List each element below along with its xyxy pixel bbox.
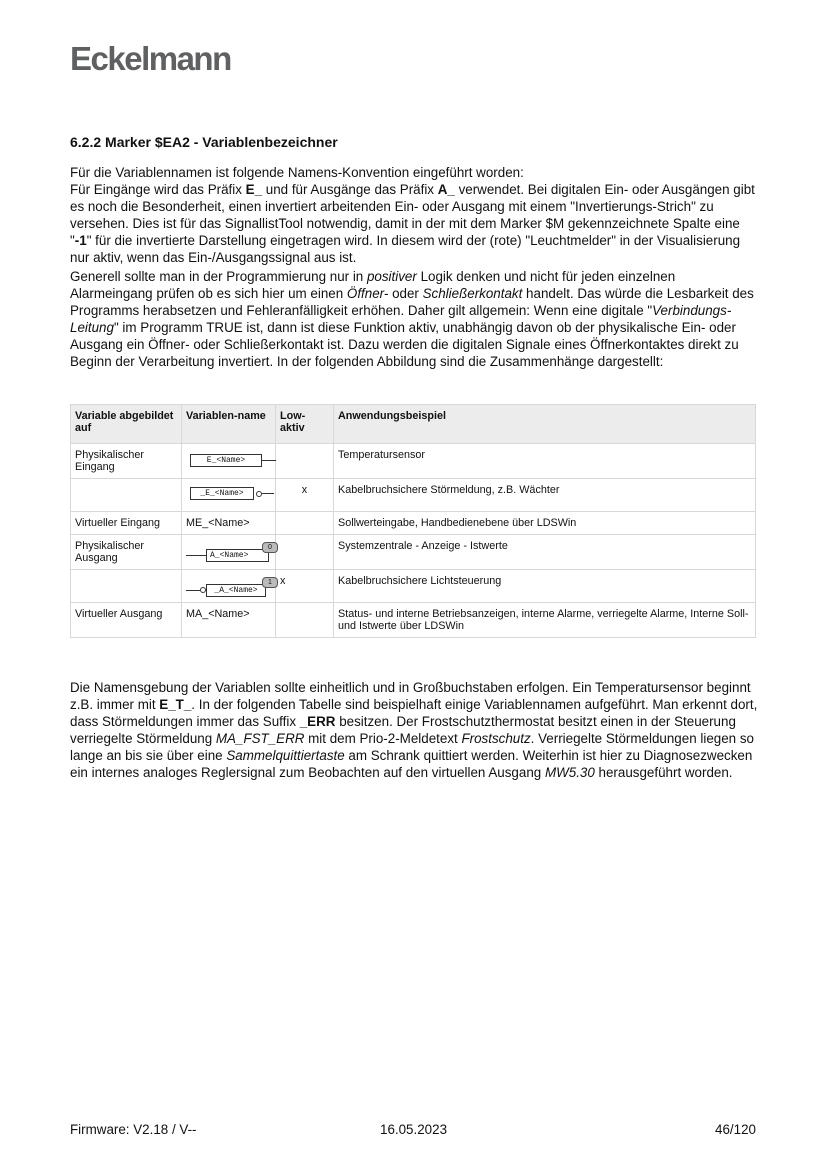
cell-mapped-to: Physikalischer Ausgang (71, 535, 182, 570)
text-run: Logik denken und nicht für jeden einzelnen Alarmeingang prüfen ob es sich hier um einen (70, 269, 676, 301)
bold-text: -1 (74, 233, 87, 248)
bold-text: E_ (245, 182, 263, 197)
cell-low-active (276, 444, 334, 479)
connector-line (186, 590, 200, 591)
cell-example: Systemzentrale - Anzeige - Istwerte (334, 535, 756, 570)
text-run: " für die invertierte Darstellung eingetragen wird. In diesem wird der (rote) "Leuchtmelder" in der Visualisierung nur aktiv, wenn das Ein-/Ausgangssignal aus ist. (70, 233, 741, 265)
text-run: oder (388, 286, 423, 301)
text-run: verwendet. Bei digitalen Ein- oder Ausgängen gibt es noch die Besonderheit, einen invertiert arbeitenden Ein- oder Ausgang mit einem "Invertierungs-Strich" zu versehen. Dies ist für das SignallistTool notwendig, damit in der mit dem Marker $M gekennzeichnete Spalte eine " (70, 182, 755, 248)
text-run: . Verriegelte Störmeldungen liegen so lange an bis sie über eine (70, 731, 754, 763)
text-run: Für die Variablennamen ist folgende Namens-Konvention eingeführt worden: (70, 165, 524, 180)
cell-mapped-to: Physikalischer Eingang (71, 444, 182, 479)
paragraph-positive-logic (70, 268, 760, 370)
cell-example: Temperatursensor (334, 444, 756, 479)
text-run: . In der folgenden Tabelle sind beispielhaft einige Variablennamen aufgeführt. Man erkennt dort, dass Störmeldungen immer das Suffix (70, 697, 758, 729)
text-run: herausgeführt worden. (594, 765, 733, 780)
table-row (71, 512, 756, 535)
cell-low-active: x (276, 570, 334, 603)
cell-diagram (182, 570, 276, 603)
paragraph-naming-rules (70, 679, 760, 781)
cell-low-active (276, 603, 334, 638)
table-row (71, 570, 756, 603)
header-cell: Variable abgebildet auf (71, 405, 182, 444)
footer-date: 16.05.2023 (380, 1122, 448, 1137)
block-name: _A_<Name> (206, 584, 266, 597)
table-row (71, 535, 756, 570)
inversion-circle-icon (256, 491, 262, 497)
block-name: E_<Name> (190, 454, 262, 467)
cell-example: Kabelbruchsichere Störmeldung, z.B. Wächter (334, 479, 756, 512)
italic-text: MA_FST_ERR (215, 731, 305, 746)
cell-diagram (182, 444, 276, 479)
text-run: Die Namensgebung der Variablen sollte einheitlich und in Großbuchstaben erfolgen. Ein Temperatursensor beginnt z.B. immer mit (70, 680, 751, 712)
cell-example: Status- und interne Betriebsanzeigen, interne Alarme, verriegelte Alarme, Interne Soll- und Istwerte über LDSWin (334, 603, 756, 638)
cell-mapped-to: Virtueller Eingang (71, 512, 182, 535)
italic-text: Verbindungs-Leitung (70, 303, 732, 335)
cell-variable-name: MA_<Name> (182, 603, 276, 638)
table-row (71, 479, 756, 512)
italic-text: Sammelquittiertaste (226, 748, 345, 763)
cell-variable-name: ME_<Name> (182, 512, 276, 535)
italic-text: Öffner- (346, 286, 389, 301)
bold-text: A_ (437, 182, 455, 197)
footer-page-number: 46/120 (715, 1122, 756, 1137)
header-cell: Low-aktiv (276, 405, 334, 444)
text-run: besitzen. Der Frostschutzthermostat besitzt einen in der Steuerung verriegelte Störmeldung (70, 714, 736, 746)
eckelmann-logo: Eckelmann (70, 40, 231, 77)
variable-table (70, 404, 756, 638)
text-run: am Schrank quittiert werden. Weiterhin ist hier zu Diagnosezwecken ein internes analoges Reglersignal zum Beobachten auf den virtuellen Ausgang (70, 748, 753, 780)
cell-mapped-to (71, 479, 182, 512)
footer-firmware: Firmware: V2.18 / V-- (70, 1122, 197, 1137)
table-header-row (71, 405, 756, 444)
bold-text: _ERR (299, 714, 336, 729)
header-cell: Variablen-name (182, 405, 276, 444)
table-row (71, 444, 756, 479)
text-run: Generell sollte man in der Programmierung nur in (70, 269, 367, 284)
cell-low-active (276, 535, 334, 570)
cell-diagram (182, 479, 276, 512)
text-run: mit dem Prio-2-Meldetext (304, 731, 462, 746)
input-block-diagram (186, 449, 271, 471)
cell-example: Kabelbruchsichere Lichtsteuerung (334, 570, 756, 603)
block-name: A_<Name> (206, 549, 269, 562)
output-state-badge: 1 (262, 577, 278, 588)
cell-mapped-to (71, 570, 182, 603)
inverted-output-block-diagram (186, 575, 271, 597)
connector-line (262, 493, 274, 494)
italic-text: Schließerkontakt (422, 286, 523, 301)
connector-line (186, 555, 206, 556)
section-heading: 6.2.2 Marker $EA2 - Variablenbezeichner (70, 134, 338, 150)
cell-example: Sollwerteingabe, Handbedienebene über LDSWin (334, 512, 756, 535)
header-cell: Anwendungsbeispiel (334, 405, 756, 444)
block-name: _E_<Name> (190, 487, 254, 500)
text-run: " im Programm TRUE ist, dann ist diese Funktion aktiv, unabhängig davon ob der physikalische Ein- oder Ausgang ein Öffner- oder Schließerkontakt ist. Dazu werden die digitalen Signale eines Öffnerkontaktes direkt zu Beginn der Verarbeitung invertiert. In der folgenden Abbildung sind die Zusammenhänge dargestellt: (70, 320, 739, 369)
table-row (71, 603, 756, 638)
text-run: Für Eingänge wird das Präfix (70, 182, 246, 197)
connector-line (262, 460, 276, 461)
output-block-diagram (186, 540, 271, 562)
cell-low-active: x (276, 479, 334, 512)
text-run: und für Ausgänge das Präfix (262, 182, 438, 197)
italic-text: MW5.30 (544, 765, 595, 780)
cell-diagram (182, 535, 276, 570)
bold-text: E_T_ (159, 697, 192, 712)
italic-text: Frostschutz (461, 731, 531, 746)
output-state-badge: 0 (262, 542, 278, 553)
italic-text: positiver (366, 269, 417, 284)
cell-mapped-to: Virtueller Ausgang (71, 603, 182, 638)
text-run: handelt. Das würde die Lesbarkeit des Programms herabsetzen und Fehleranfälligkeit erhöhen. Daher gilt allgemein: Wenn eine digitale " (70, 286, 754, 318)
paragraph-naming-convention (70, 164, 760, 266)
cell-low-active (276, 512, 334, 535)
inverted-input-block-diagram (186, 484, 271, 506)
